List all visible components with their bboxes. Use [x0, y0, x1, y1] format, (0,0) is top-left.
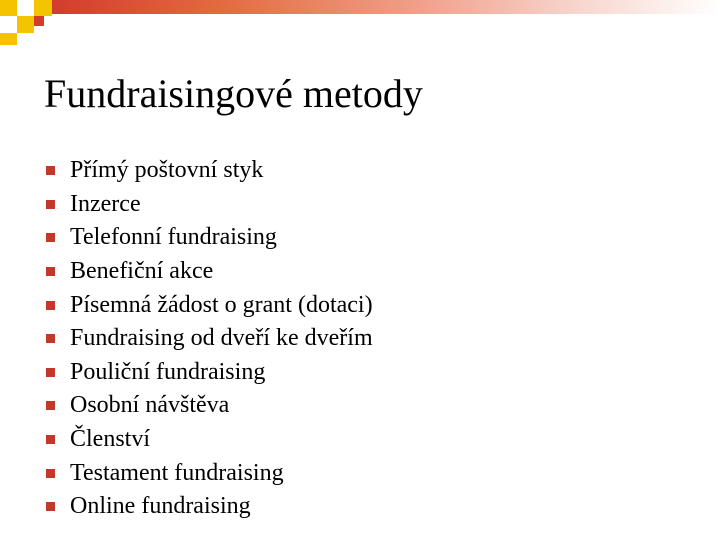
square-bullet-icon: [46, 469, 55, 478]
bullet-text: Fundraising od dveří ke dveřím: [70, 325, 373, 352]
decorative-square: [17, 0, 34, 16]
bullet-text: Online fundraising: [70, 493, 251, 520]
bullet-text: Přímý poštovní styk: [70, 157, 264, 184]
bullet-item: [44, 255, 373, 289]
bullet-item: [44, 188, 373, 222]
decorative-square: [0, 33, 17, 45]
bullet-text: Členství: [70, 426, 151, 453]
decorative-square: [0, 16, 17, 33]
square-bullet-icon: [46, 200, 55, 209]
square-bullet-icon: [46, 401, 55, 410]
top-gradient-bar: [52, 0, 720, 14]
bullet-text: Pouliční fundraising: [70, 358, 266, 385]
bullet-text: Telefonní fundraising: [70, 224, 277, 251]
square-bullet-icon: [46, 502, 55, 511]
square-bullet-icon: [46, 368, 55, 377]
slide-title: Fundraisingové metody: [44, 71, 423, 116]
bullet-text: Benefiční akce: [70, 258, 214, 285]
bullet-item: [44, 356, 373, 390]
square-bullet-icon: [46, 334, 55, 343]
bullet-item: [44, 490, 373, 524]
bullet-text: Písemná žádost o grant (dotaci): [70, 291, 373, 318]
decorative-square: [0, 0, 17, 16]
title-divider: [44, 130, 604, 131]
bullet-text: Inzerce: [70, 190, 141, 217]
bullet-item: [44, 456, 373, 490]
bullet-text: Osobní návštěva: [70, 392, 230, 419]
bullet-item: [44, 221, 373, 255]
decorative-square: [34, 16, 44, 26]
bullet-list: [44, 154, 373, 524]
bullet-item: [44, 288, 373, 322]
decorative-square: [17, 16, 34, 33]
bullet-item: [44, 389, 373, 423]
square-bullet-icon: [46, 166, 55, 175]
bullet-item: [44, 154, 373, 188]
square-bullet-icon: [46, 301, 55, 310]
square-bullet-icon: [46, 435, 55, 444]
bullet-text: Testament fundraising: [70, 459, 284, 486]
square-bullet-icon: [46, 233, 55, 242]
decorative-squares-logo: [0, 0, 60, 45]
square-bullet-icon: [46, 267, 55, 276]
bullet-item: [44, 322, 373, 356]
bullet-item: [44, 423, 373, 457]
decorative-square: [34, 0, 52, 16]
